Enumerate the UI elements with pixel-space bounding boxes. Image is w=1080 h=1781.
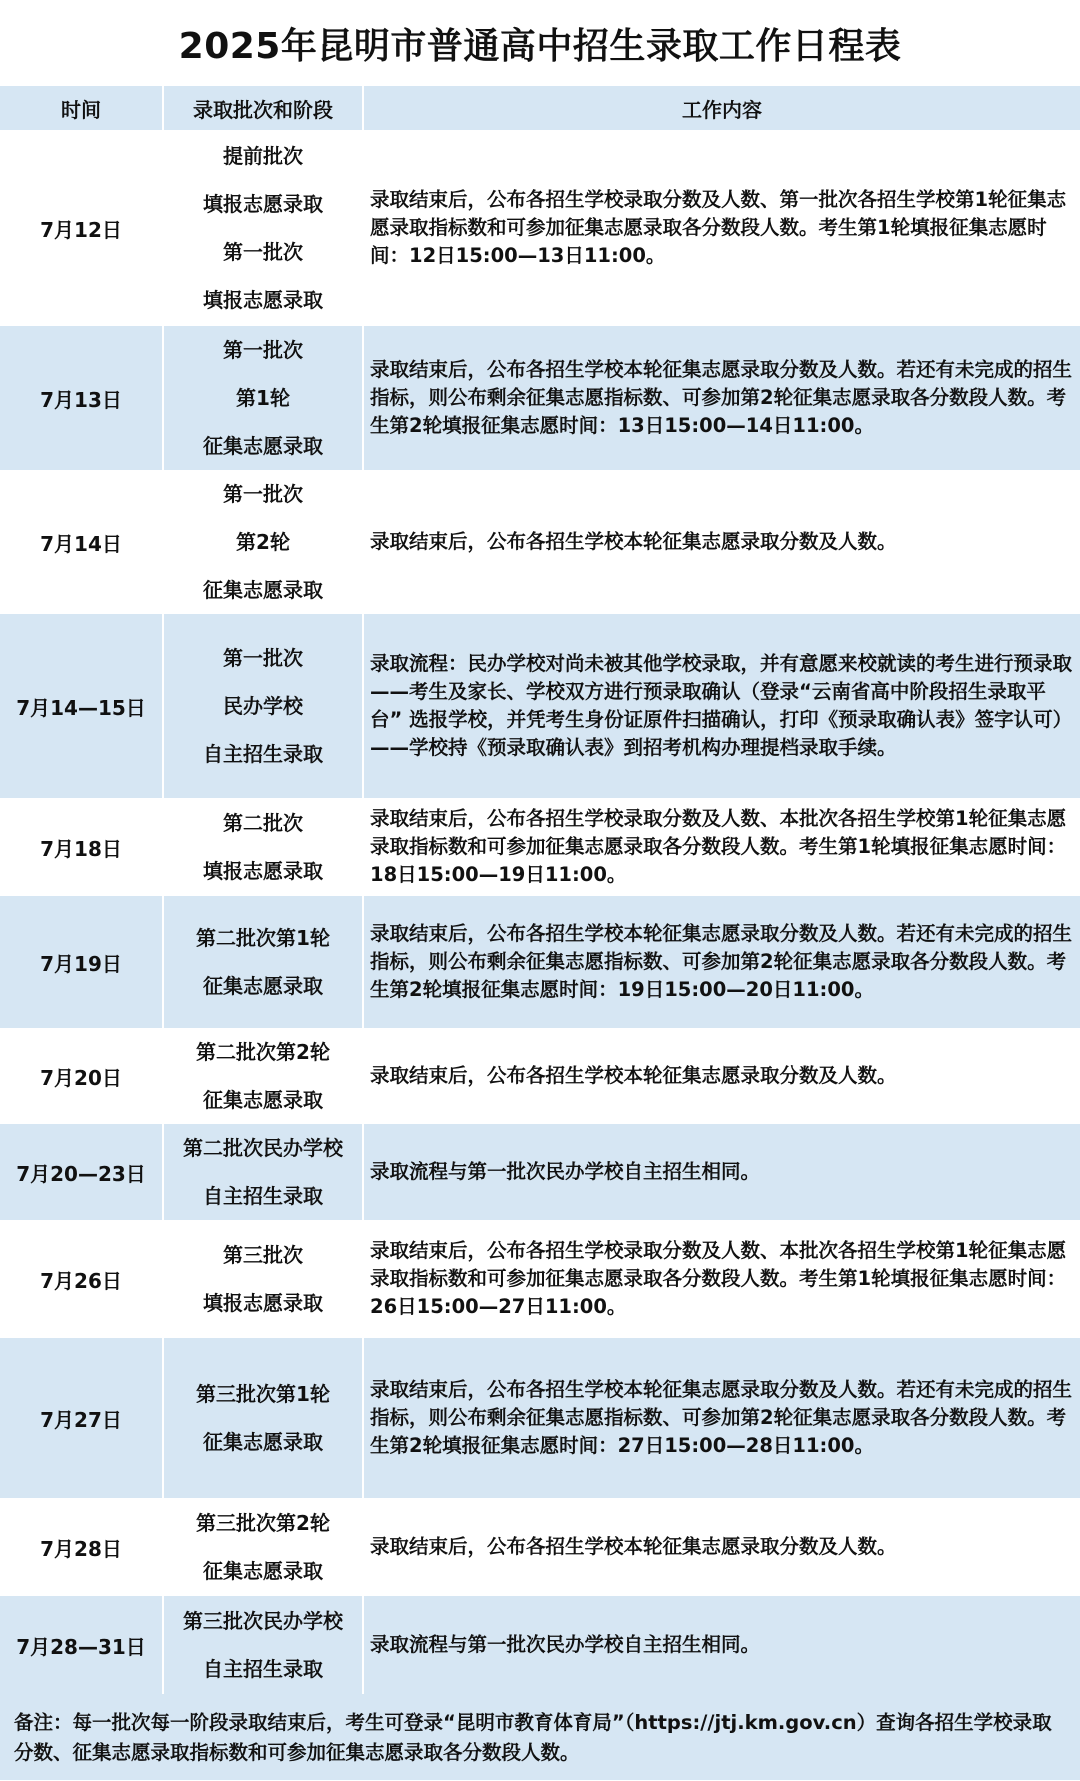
table-row — [0, 1220, 1080, 1338]
table-row — [0, 470, 1080, 614]
row-content: 录取流程与第一批次民办学校自主招生相同。 — [363, 1124, 1080, 1220]
row-stage — [163, 326, 363, 470]
row-time: 7月19日 — [0, 896, 163, 1028]
table-row — [0, 326, 1080, 470]
stage-line: 征集志愿录取 — [203, 578, 323, 602]
row-time: 7月26日 — [0, 1220, 163, 1338]
stage-line: 第1轮 — [236, 386, 290, 410]
row-stage — [163, 470, 363, 614]
table-row — [0, 130, 1080, 326]
row-content: 录取结束后，公布各招生学校本轮征集志愿录取分数及人数。 — [363, 1498, 1080, 1596]
row-stage — [163, 1498, 363, 1596]
row-content: 录取流程与第一批次民办学校自主招生相同。 — [363, 1596, 1080, 1694]
stage-line: 第三批次 — [223, 1243, 303, 1267]
row-stage — [163, 798, 363, 896]
row-time: 7月18日 — [0, 798, 163, 896]
stage-line: 第2轮 — [236, 530, 290, 554]
row-time: 7月14日 — [0, 470, 163, 614]
stage-line: 自主招生录取 — [203, 1184, 323, 1208]
table-row — [0, 1596, 1080, 1694]
row-content: 录取结束后，公布各招生学校本轮征集志愿录取分数及人数。若还有未完成的招生指标，则公布剩余征集志愿指标数、可参加第2轮征集志愿录取各分数段人数。考生第2轮填报征集志愿时间：27日15:00—28日11:00。 — [363, 1338, 1080, 1498]
row-time: 7月12日 — [0, 130, 163, 326]
row-time: 7月28—31日 — [0, 1596, 163, 1694]
table-row — [0, 798, 1080, 896]
header-stage: 录取批次和阶段 — [163, 86, 363, 130]
schedule-table — [0, 86, 1080, 1694]
row-time: 7月13日 — [0, 326, 163, 470]
row-time: 7月27日 — [0, 1338, 163, 1498]
stage-line: 第一批次 — [223, 482, 303, 506]
row-time: 7月14—15日 — [0, 614, 163, 798]
stage-line: 征集志愿录取 — [203, 1088, 323, 1112]
stage-line: 第二批次民办学校 — [183, 1136, 343, 1160]
stage-line: 第三批次第2轮 — [196, 1511, 330, 1535]
stage-line: 填报志愿录取 — [203, 192, 323, 216]
stage-line: 提前批次 — [223, 144, 303, 168]
row-stage — [163, 1338, 363, 1498]
row-stage — [163, 130, 363, 326]
stage-line: 第一批次 — [223, 240, 303, 264]
stage-line: 征集志愿录取 — [203, 1559, 323, 1583]
row-stage — [163, 896, 363, 1028]
stage-line: 填报志愿录取 — [203, 859, 323, 883]
row-stage — [163, 1124, 363, 1220]
table-row — [0, 1498, 1080, 1596]
table-header-row — [0, 86, 1080, 130]
stage-line: 征集志愿录取 — [203, 434, 323, 458]
table-row — [0, 1338, 1080, 1498]
table-row — [0, 896, 1080, 1028]
stage-line: 填报志愿录取 — [203, 1291, 323, 1315]
page-title: 2025年昆明市普通高中招生录取工作日程表 — [0, 0, 1080, 86]
row-time: 7月20日 — [0, 1028, 163, 1124]
stage-line: 第二批次第1轮 — [196, 926, 330, 950]
table-row — [0, 1124, 1080, 1220]
stage-line: 第二批次 — [223, 811, 303, 835]
row-time: 7月20—23日 — [0, 1124, 163, 1220]
header-content: 工作内容 — [363, 86, 1080, 130]
stage-line: 征集志愿录取 — [203, 1430, 323, 1454]
row-content: 录取结束后，公布各招生学校本轮征集志愿录取分数及人数。 — [363, 470, 1080, 614]
row-content: 录取结束后，公布各招生学校录取分数及人数、本批次各招生学校第1轮征集志愿录取指标数和可参加征集志愿录取各分数段人数。考生第1轮填报征集志愿时间：18日15:00—19日11:00。 — [363, 798, 1080, 896]
row-stage — [163, 1596, 363, 1694]
row-stage — [163, 1028, 363, 1124]
row-content: 录取流程：民办学校对尚未被其他学校录取，并有意愿来校就读的考生进行预录取——考生及家长、学校双方进行预录取确认（登录“云南省高中阶段招生录取平台” 选报学校，并凭考生身份证原件扫描确认，打印《预录取确认表》签字认可）——学校持《预录取确认表》到招考机构办理提档录取手续。 — [363, 614, 1080, 798]
stage-line: 自主招生录取 — [203, 742, 323, 766]
stage-line: 第一批次 — [223, 338, 303, 362]
stage-line: 征集志愿录取 — [203, 974, 323, 998]
stage-line: 第一批次 — [223, 646, 303, 670]
row-content: 录取结束后，公布各招生学校本轮征集志愿录取分数及人数。若还有未完成的招生指标，则公布剩余征集志愿指标数、可参加第2轮征集志愿录取各分数段人数。考生第2轮填报征集志愿时间：19日15:00—20日11:00。 — [363, 896, 1080, 1028]
stage-line: 第二批次第2轮 — [196, 1040, 330, 1064]
row-stage — [163, 614, 363, 798]
table-row — [0, 614, 1080, 798]
header-time: 时间 — [0, 86, 163, 130]
row-content: 录取结束后，公布各招生学校录取分数及人数、本批次各招生学校第1轮征集志愿录取指标数和可参加征集志愿录取各分数段人数。考生第1轮填报征集志愿时间：26日15:00—27日11:00。 — [363, 1220, 1080, 1338]
row-time: 7月28日 — [0, 1498, 163, 1596]
row-content: 录取结束后，公布各招生学校录取分数及人数、第一批次各招生学校第1轮征集志愿录取指标数和可参加征集志愿录取各分数段人数。考生第1轮填报征集志愿时间：12日15:00—13日11:00。 — [363, 130, 1080, 326]
stage-line: 民办学校 — [223, 694, 303, 718]
stage-line: 填报志愿录取 — [203, 288, 323, 312]
row-stage — [163, 1220, 363, 1338]
row-content: 录取结束后，公布各招生学校本轮征集志愿录取分数及人数。若还有未完成的招生指标，则公布剩余征集志愿指标数、可参加第2轮征集志愿录取各分数段人数。考生第2轮填报征集志愿时间：13日15:00—14日11:00。 — [363, 326, 1080, 470]
stage-line: 第三批次民办学校 — [183, 1609, 343, 1633]
stage-line: 第三批次第1轮 — [196, 1382, 330, 1406]
stage-line: 自主招生录取 — [203, 1657, 323, 1681]
table-row — [0, 1028, 1080, 1124]
row-content: 录取结束后，公布各招生学校本轮征集志愿录取分数及人数。 — [363, 1028, 1080, 1124]
footnote: 备注：每一批次每一阶段录取结束后，考生可登录“昆明市教育体育局”（https://jtj.km.gov.cn）查询各招生学校录取分数、征集志愿录取指标数和可参加征集志愿录取各分数段人数。 — [0, 1694, 1080, 1780]
